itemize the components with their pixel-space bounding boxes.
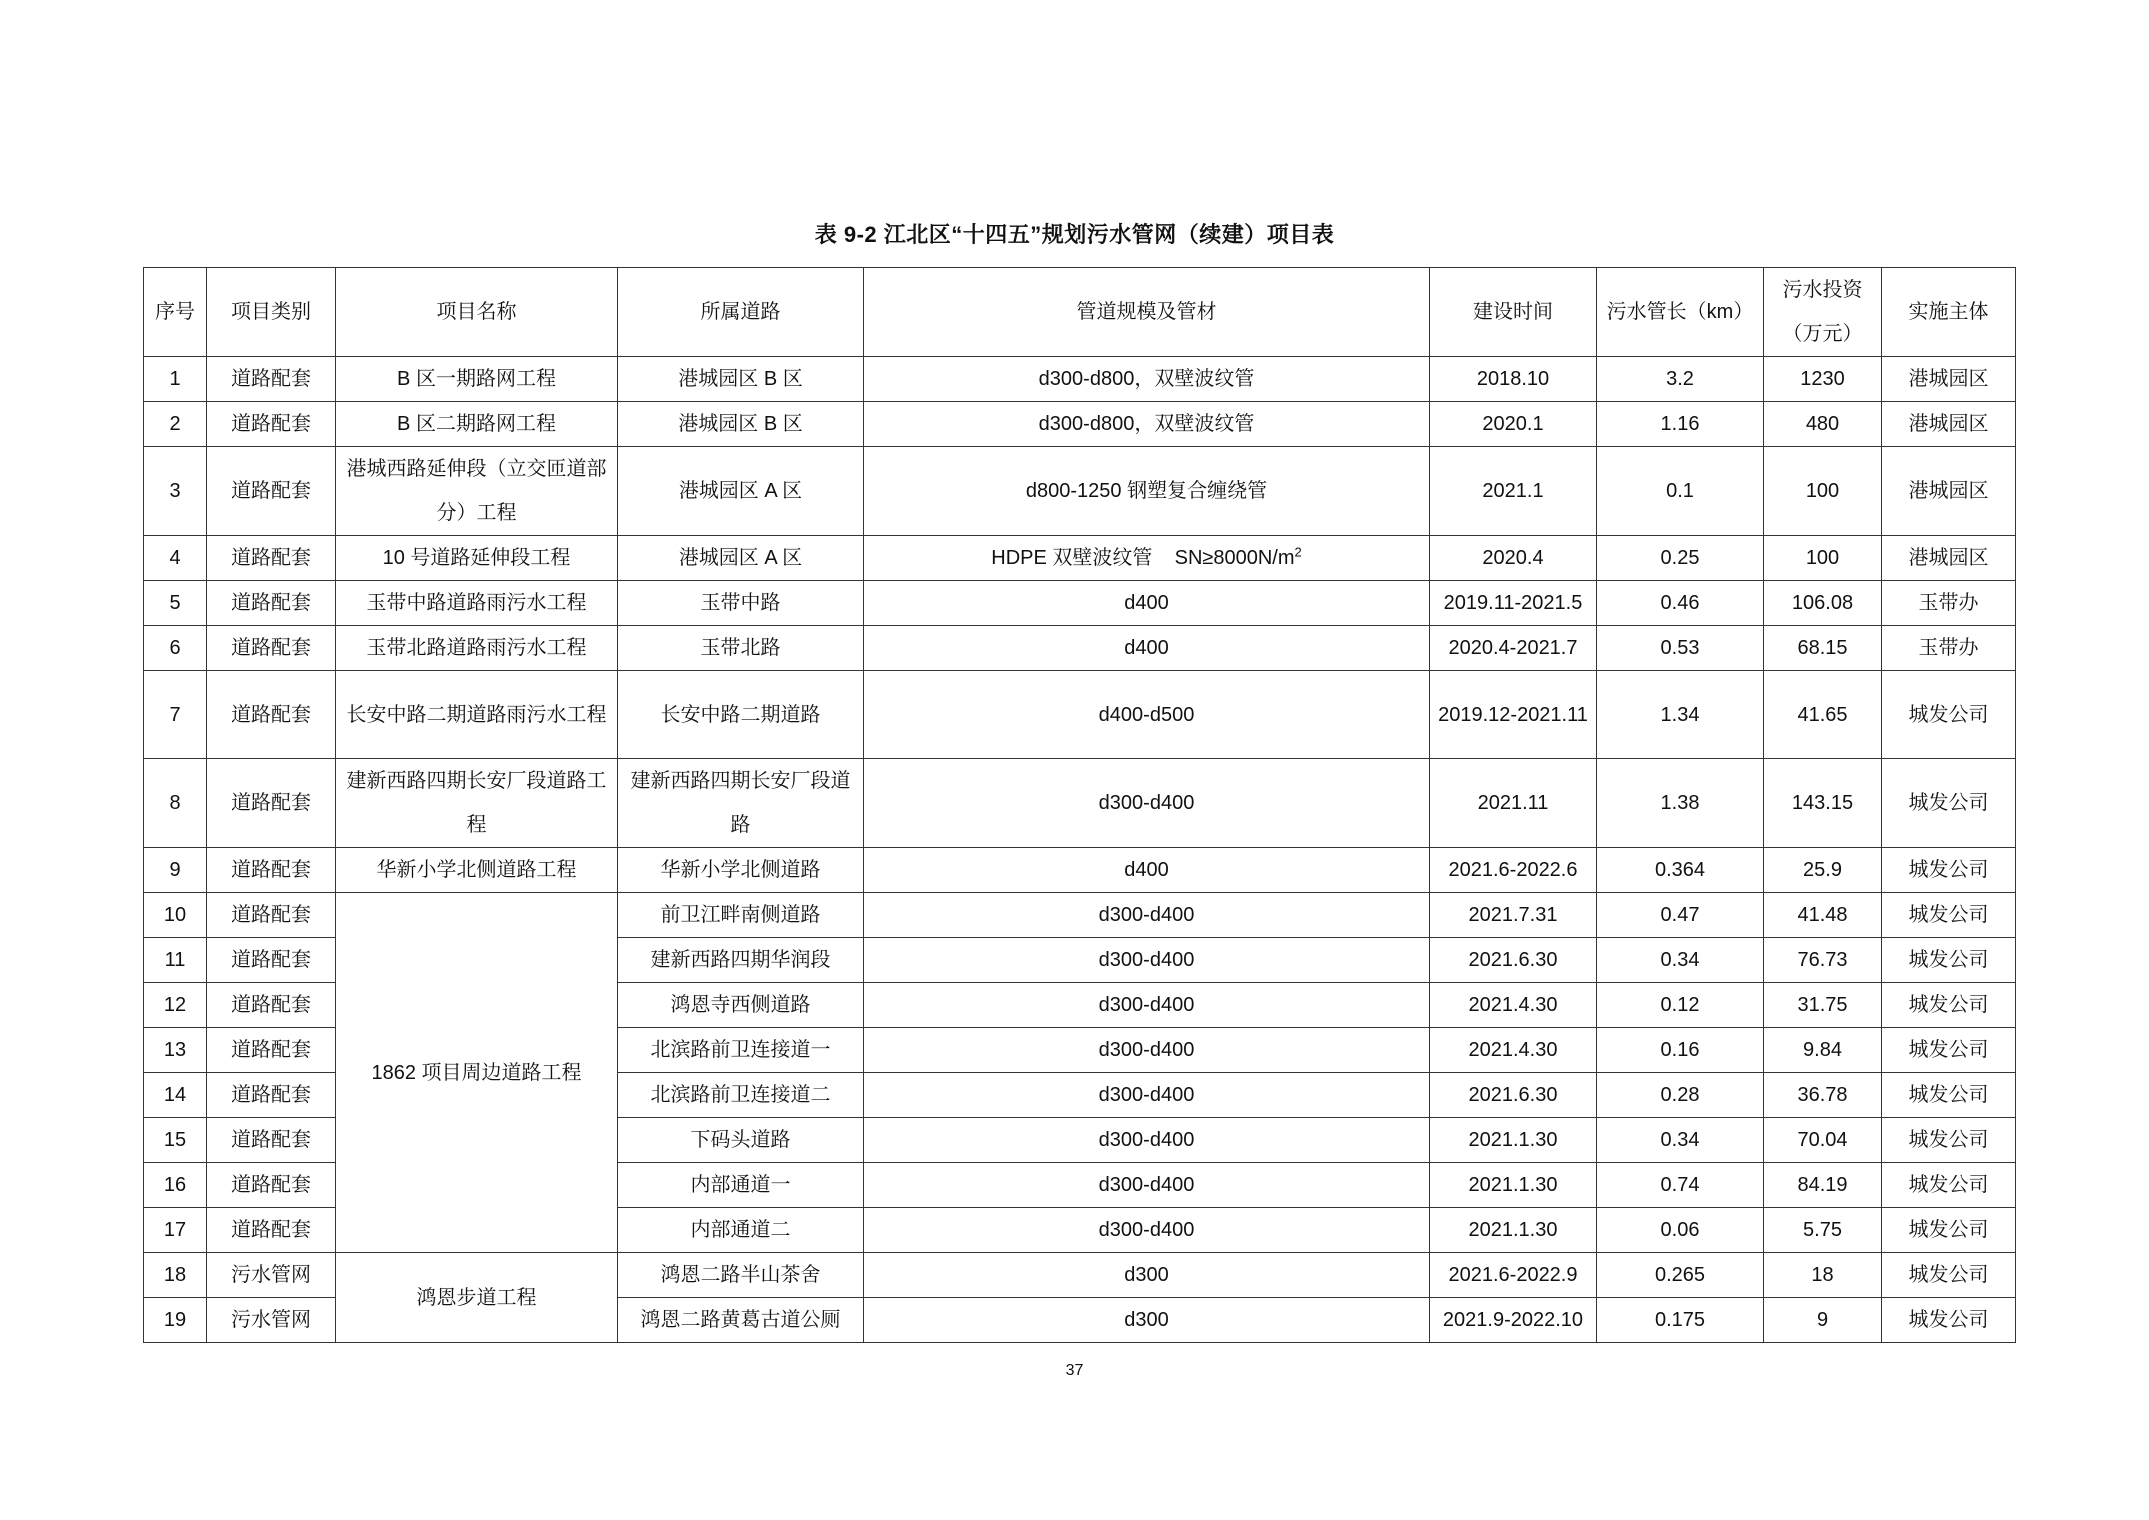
cell-time: 2020.4 xyxy=(1430,536,1597,581)
cell-owner: 城发公司 xyxy=(1882,1073,2016,1118)
cell-no: 1 xyxy=(144,357,207,402)
cell-spec: d800-1250 钢塑复合缠绕管 xyxy=(864,447,1430,536)
cell-no: 19 xyxy=(144,1298,207,1343)
cell-invest: 106.08 xyxy=(1764,581,1882,626)
cell-name: 华新小学北侧道路工程 xyxy=(336,848,618,893)
header-row xyxy=(144,268,2016,357)
cell-length: 0.46 xyxy=(1597,581,1764,626)
cell-no: 3 xyxy=(144,447,207,536)
cell-owner: 玉带办 xyxy=(1882,626,2016,671)
cell-owner: 港城园区 xyxy=(1882,536,2016,581)
cell-owner: 城发公司 xyxy=(1882,1163,2016,1208)
header-road: 所属道路 xyxy=(618,268,864,357)
cell-spec: d300-d400 xyxy=(864,759,1430,848)
table-row xyxy=(144,626,2016,671)
cell-category: 污水管网 xyxy=(207,1253,336,1298)
cell-time: 2021.6-2022.6 xyxy=(1430,848,1597,893)
cell-category: 道路配套 xyxy=(207,1163,336,1208)
cell-invest: 41.48 xyxy=(1764,893,1882,938)
cell-spec: d400 xyxy=(864,848,1430,893)
cell-invest: 36.78 xyxy=(1764,1073,1882,1118)
cell-invest: 100 xyxy=(1764,536,1882,581)
cell-time: 2021.4.30 xyxy=(1430,983,1597,1028)
cell-no: 2 xyxy=(144,402,207,447)
cell-category: 道路配套 xyxy=(207,671,336,759)
cell-no: 6 xyxy=(144,626,207,671)
cell-road: 下码头道路 xyxy=(618,1118,864,1163)
cell-owner: 城发公司 xyxy=(1882,671,2016,759)
cell-time: 2021.1.30 xyxy=(1430,1208,1597,1253)
header-length: 污水管长（km） xyxy=(1597,268,1764,357)
cell-owner: 城发公司 xyxy=(1882,1208,2016,1253)
cell-invest: 25.9 xyxy=(1764,848,1882,893)
cell-road: 内部通道一 xyxy=(618,1163,864,1208)
cell-name: B 区二期路网工程 xyxy=(336,402,618,447)
header-category: 项目类别 xyxy=(207,268,336,357)
cell-length: 0.34 xyxy=(1597,1118,1764,1163)
cell-spec: d300-d400 xyxy=(864,1163,1430,1208)
cell-time: 2021.6.30 xyxy=(1430,938,1597,983)
cell-road: 港城园区 B 区 xyxy=(618,402,864,447)
header-no: 序号 xyxy=(144,268,207,357)
cell-road: 鸿恩二路黄葛古道公厕 xyxy=(618,1298,864,1343)
cell-invest: 143.15 xyxy=(1764,759,1882,848)
cell-time: 2021.6-2022.9 xyxy=(1430,1253,1597,1298)
cell-invest: 1230 xyxy=(1764,357,1882,402)
cell-invest: 76.73 xyxy=(1764,938,1882,983)
cell-category: 道路配套 xyxy=(207,759,336,848)
cell-road: 内部通道二 xyxy=(618,1208,864,1253)
cell-time: 2021.4.30 xyxy=(1430,1028,1597,1073)
cell-no: 5 xyxy=(144,581,207,626)
cell-no: 10 xyxy=(144,893,207,938)
cell-time: 2021.7.31 xyxy=(1430,893,1597,938)
table-row xyxy=(144,671,2016,759)
cell-no: 15 xyxy=(144,1118,207,1163)
header-invest: 污水投资（万元） xyxy=(1764,268,1882,357)
cell-no: 7 xyxy=(144,671,207,759)
cell-road: 玉带北路 xyxy=(618,626,864,671)
table-row xyxy=(144,893,2016,938)
table-row xyxy=(144,759,2016,848)
cell-length: 0.53 xyxy=(1597,626,1764,671)
cell-length: 3.2 xyxy=(1597,357,1764,402)
cell-length: 0.12 xyxy=(1597,983,1764,1028)
cell-owner: 城发公司 xyxy=(1882,848,2016,893)
cell-name: 长安中路二期道路雨污水工程 xyxy=(336,671,618,759)
cell-no: 17 xyxy=(144,1208,207,1253)
cell-road: 鸿恩二路半山茶舍 xyxy=(618,1253,864,1298)
cell-category: 道路配套 xyxy=(207,1028,336,1073)
cell-name: 玉带中路道路雨污水工程 xyxy=(336,581,618,626)
cell-no: 9 xyxy=(144,848,207,893)
cell-name: 玉带北路道路雨污水工程 xyxy=(336,626,618,671)
cell-time: 2021.1.30 xyxy=(1430,1118,1597,1163)
cell-time: 2019.12-2021.11 xyxy=(1430,671,1597,759)
table-row xyxy=(144,848,2016,893)
cell-category: 道路配套 xyxy=(207,848,336,893)
table-row xyxy=(144,402,2016,447)
cell-length: 1.34 xyxy=(1597,671,1764,759)
table-row xyxy=(144,1253,2016,1298)
cell-owner: 玉带办 xyxy=(1882,581,2016,626)
cell-spec: d300 xyxy=(864,1253,1430,1298)
cell-road: 鸿恩寺西侧道路 xyxy=(618,983,864,1028)
cell-spec: d300-d400 xyxy=(864,938,1430,983)
cell-name: B 区一期路网工程 xyxy=(336,357,618,402)
cell-category: 道路配套 xyxy=(207,1073,336,1118)
cell-owner: 城发公司 xyxy=(1882,1253,2016,1298)
cell-road: 华新小学北侧道路 xyxy=(618,848,864,893)
cell-invest: 480 xyxy=(1764,402,1882,447)
header-owner: 实施主体 xyxy=(1882,268,2016,357)
cell-road: 港城园区 B 区 xyxy=(618,357,864,402)
cell-road: 建新西路四期长安厂段道路 xyxy=(618,759,864,848)
cell-category: 道路配套 xyxy=(207,581,336,626)
cell-category: 道路配套 xyxy=(207,402,336,447)
cell-time: 2020.4-2021.7 xyxy=(1430,626,1597,671)
cell-time: 2021.1 xyxy=(1430,447,1597,536)
cell-time: 2021.9-2022.10 xyxy=(1430,1298,1597,1343)
cell-length: 0.364 xyxy=(1597,848,1764,893)
spec-superscript: 2 xyxy=(1294,544,1302,560)
cell-road: 北滨路前卫连接道二 xyxy=(618,1073,864,1118)
cell-spec: d300-d800，双壁波纹管 xyxy=(864,357,1430,402)
cell-owner: 港城园区 xyxy=(1882,447,2016,536)
cell-time: 2020.1 xyxy=(1430,402,1597,447)
cell-no: 16 xyxy=(144,1163,207,1208)
cell-no: 12 xyxy=(144,983,207,1028)
cell-spec: d300-d400 xyxy=(864,1073,1430,1118)
header-time: 建设时间 xyxy=(1430,268,1597,357)
cell-invest: 18 xyxy=(1764,1253,1882,1298)
cell-time: 2021.6.30 xyxy=(1430,1073,1597,1118)
table-row xyxy=(144,447,2016,536)
cell-owner: 城发公司 xyxy=(1882,938,2016,983)
cell-owner: 城发公司 xyxy=(1882,983,2016,1028)
cell-no: 13 xyxy=(144,1028,207,1073)
cell-category: 道路配套 xyxy=(207,1118,336,1163)
cell-time: 2019.11-2021.5 xyxy=(1430,581,1597,626)
cell-length: 0.265 xyxy=(1597,1253,1764,1298)
cell-name: 港城西路延伸段（立交匝道部分）工程 xyxy=(336,447,618,536)
cell-spec: d400-d500 xyxy=(864,671,1430,759)
cell-spec: d300 xyxy=(864,1298,1430,1343)
cell-owner: 城发公司 xyxy=(1882,1028,2016,1073)
cell-spec: d300-d400 xyxy=(864,1118,1430,1163)
cell-invest: 5.75 xyxy=(1764,1208,1882,1253)
cell-owner: 城发公司 xyxy=(1882,1298,2016,1343)
header-spec: 管道规模及管材 xyxy=(864,268,1430,357)
cell-owner: 城发公司 xyxy=(1882,893,2016,938)
cell-road: 北滨路前卫连接道一 xyxy=(618,1028,864,1073)
cell-spec xyxy=(864,536,1430,581)
cell-length: 0.47 xyxy=(1597,893,1764,938)
cell-invest: 41.65 xyxy=(1764,671,1882,759)
header-name: 项目名称 xyxy=(336,268,618,357)
cell-invest: 84.19 xyxy=(1764,1163,1882,1208)
cell-road: 前卫江畔南侧道路 xyxy=(618,893,864,938)
cell-time: 2018.10 xyxy=(1430,357,1597,402)
cell-invest: 70.04 xyxy=(1764,1118,1882,1163)
cell-category: 道路配套 xyxy=(207,1208,336,1253)
cell-invest: 100 xyxy=(1764,447,1882,536)
cell-invest: 31.75 xyxy=(1764,983,1882,1028)
table-title: 表 9-2 江北区“十四五”规划污水管网（续建）项目表 xyxy=(814,222,1335,247)
cell-spec: d300-d400 xyxy=(864,983,1430,1028)
cell-road: 港城园区 A 区 xyxy=(618,536,864,581)
cell-length: 0.175 xyxy=(1597,1298,1764,1343)
project-table xyxy=(143,267,2016,1343)
cell-length: 0.1 xyxy=(1597,447,1764,536)
cell-name-merged: 鸿恩步道工程 xyxy=(336,1253,618,1343)
cell-category: 道路配套 xyxy=(207,938,336,983)
page-number: 37 xyxy=(1065,1362,1084,1379)
cell-category: 道路配套 xyxy=(207,893,336,938)
cell-length: 0.28 xyxy=(1597,1073,1764,1118)
cell-length: 0.34 xyxy=(1597,938,1764,983)
cell-category: 道路配套 xyxy=(207,536,336,581)
cell-no: 11 xyxy=(144,938,207,983)
cell-category: 道路配套 xyxy=(207,983,336,1028)
cell-owner: 城发公司 xyxy=(1882,759,2016,848)
spec-text: HDPE 双壁波纹管 SN≥8000N/m xyxy=(991,547,1295,569)
cell-spec: d300-d800，双壁波纹管 xyxy=(864,402,1430,447)
cell-length: 1.16 xyxy=(1597,402,1764,447)
cell-invest: 9 xyxy=(1764,1298,1882,1343)
cell-invest: 9.84 xyxy=(1764,1028,1882,1073)
cell-length: 0.25 xyxy=(1597,536,1764,581)
cell-spec: d300-d400 xyxy=(864,1208,1430,1253)
cell-name: 建新西路四期长安厂段道路工程 xyxy=(336,759,618,848)
cell-length: 1.38 xyxy=(1597,759,1764,848)
cell-no: 14 xyxy=(144,1073,207,1118)
table-row xyxy=(144,536,2016,581)
cell-name-merged: 1862 项目周边道路工程 xyxy=(336,893,618,1253)
cell-no: 18 xyxy=(144,1253,207,1298)
cell-time: 2021.1.30 xyxy=(1430,1163,1597,1208)
cell-no: 8 xyxy=(144,759,207,848)
cell-length: 0.06 xyxy=(1597,1208,1764,1253)
cell-owner: 城发公司 xyxy=(1882,1118,2016,1163)
table-row xyxy=(144,357,2016,402)
cell-owner: 港城园区 xyxy=(1882,357,2016,402)
cell-category: 道路配套 xyxy=(207,447,336,536)
cell-invest: 68.15 xyxy=(1764,626,1882,671)
cell-spec: d400 xyxy=(864,626,1430,671)
cell-length: 0.16 xyxy=(1597,1028,1764,1073)
cell-no: 4 xyxy=(144,536,207,581)
cell-road: 建新西路四期华润段 xyxy=(618,938,864,983)
cell-name: 10 号道路延伸段工程 xyxy=(336,536,618,581)
cell-road: 玉带中路 xyxy=(618,581,864,626)
cell-owner: 港城园区 xyxy=(1882,402,2016,447)
cell-spec: d300-d400 xyxy=(864,1028,1430,1073)
cell-category: 污水管网 xyxy=(207,1298,336,1343)
cell-spec: d300-d400 xyxy=(864,893,1430,938)
table-row xyxy=(144,581,2016,626)
cell-time: 2021.11 xyxy=(1430,759,1597,848)
cell-length: 0.74 xyxy=(1597,1163,1764,1208)
cell-road: 港城园区 A 区 xyxy=(618,447,864,536)
cell-road: 长安中路二期道路 xyxy=(618,671,864,759)
cell-category: 道路配套 xyxy=(207,357,336,402)
cell-spec: d400 xyxy=(864,581,1430,626)
cell-category: 道路配套 xyxy=(207,626,336,671)
